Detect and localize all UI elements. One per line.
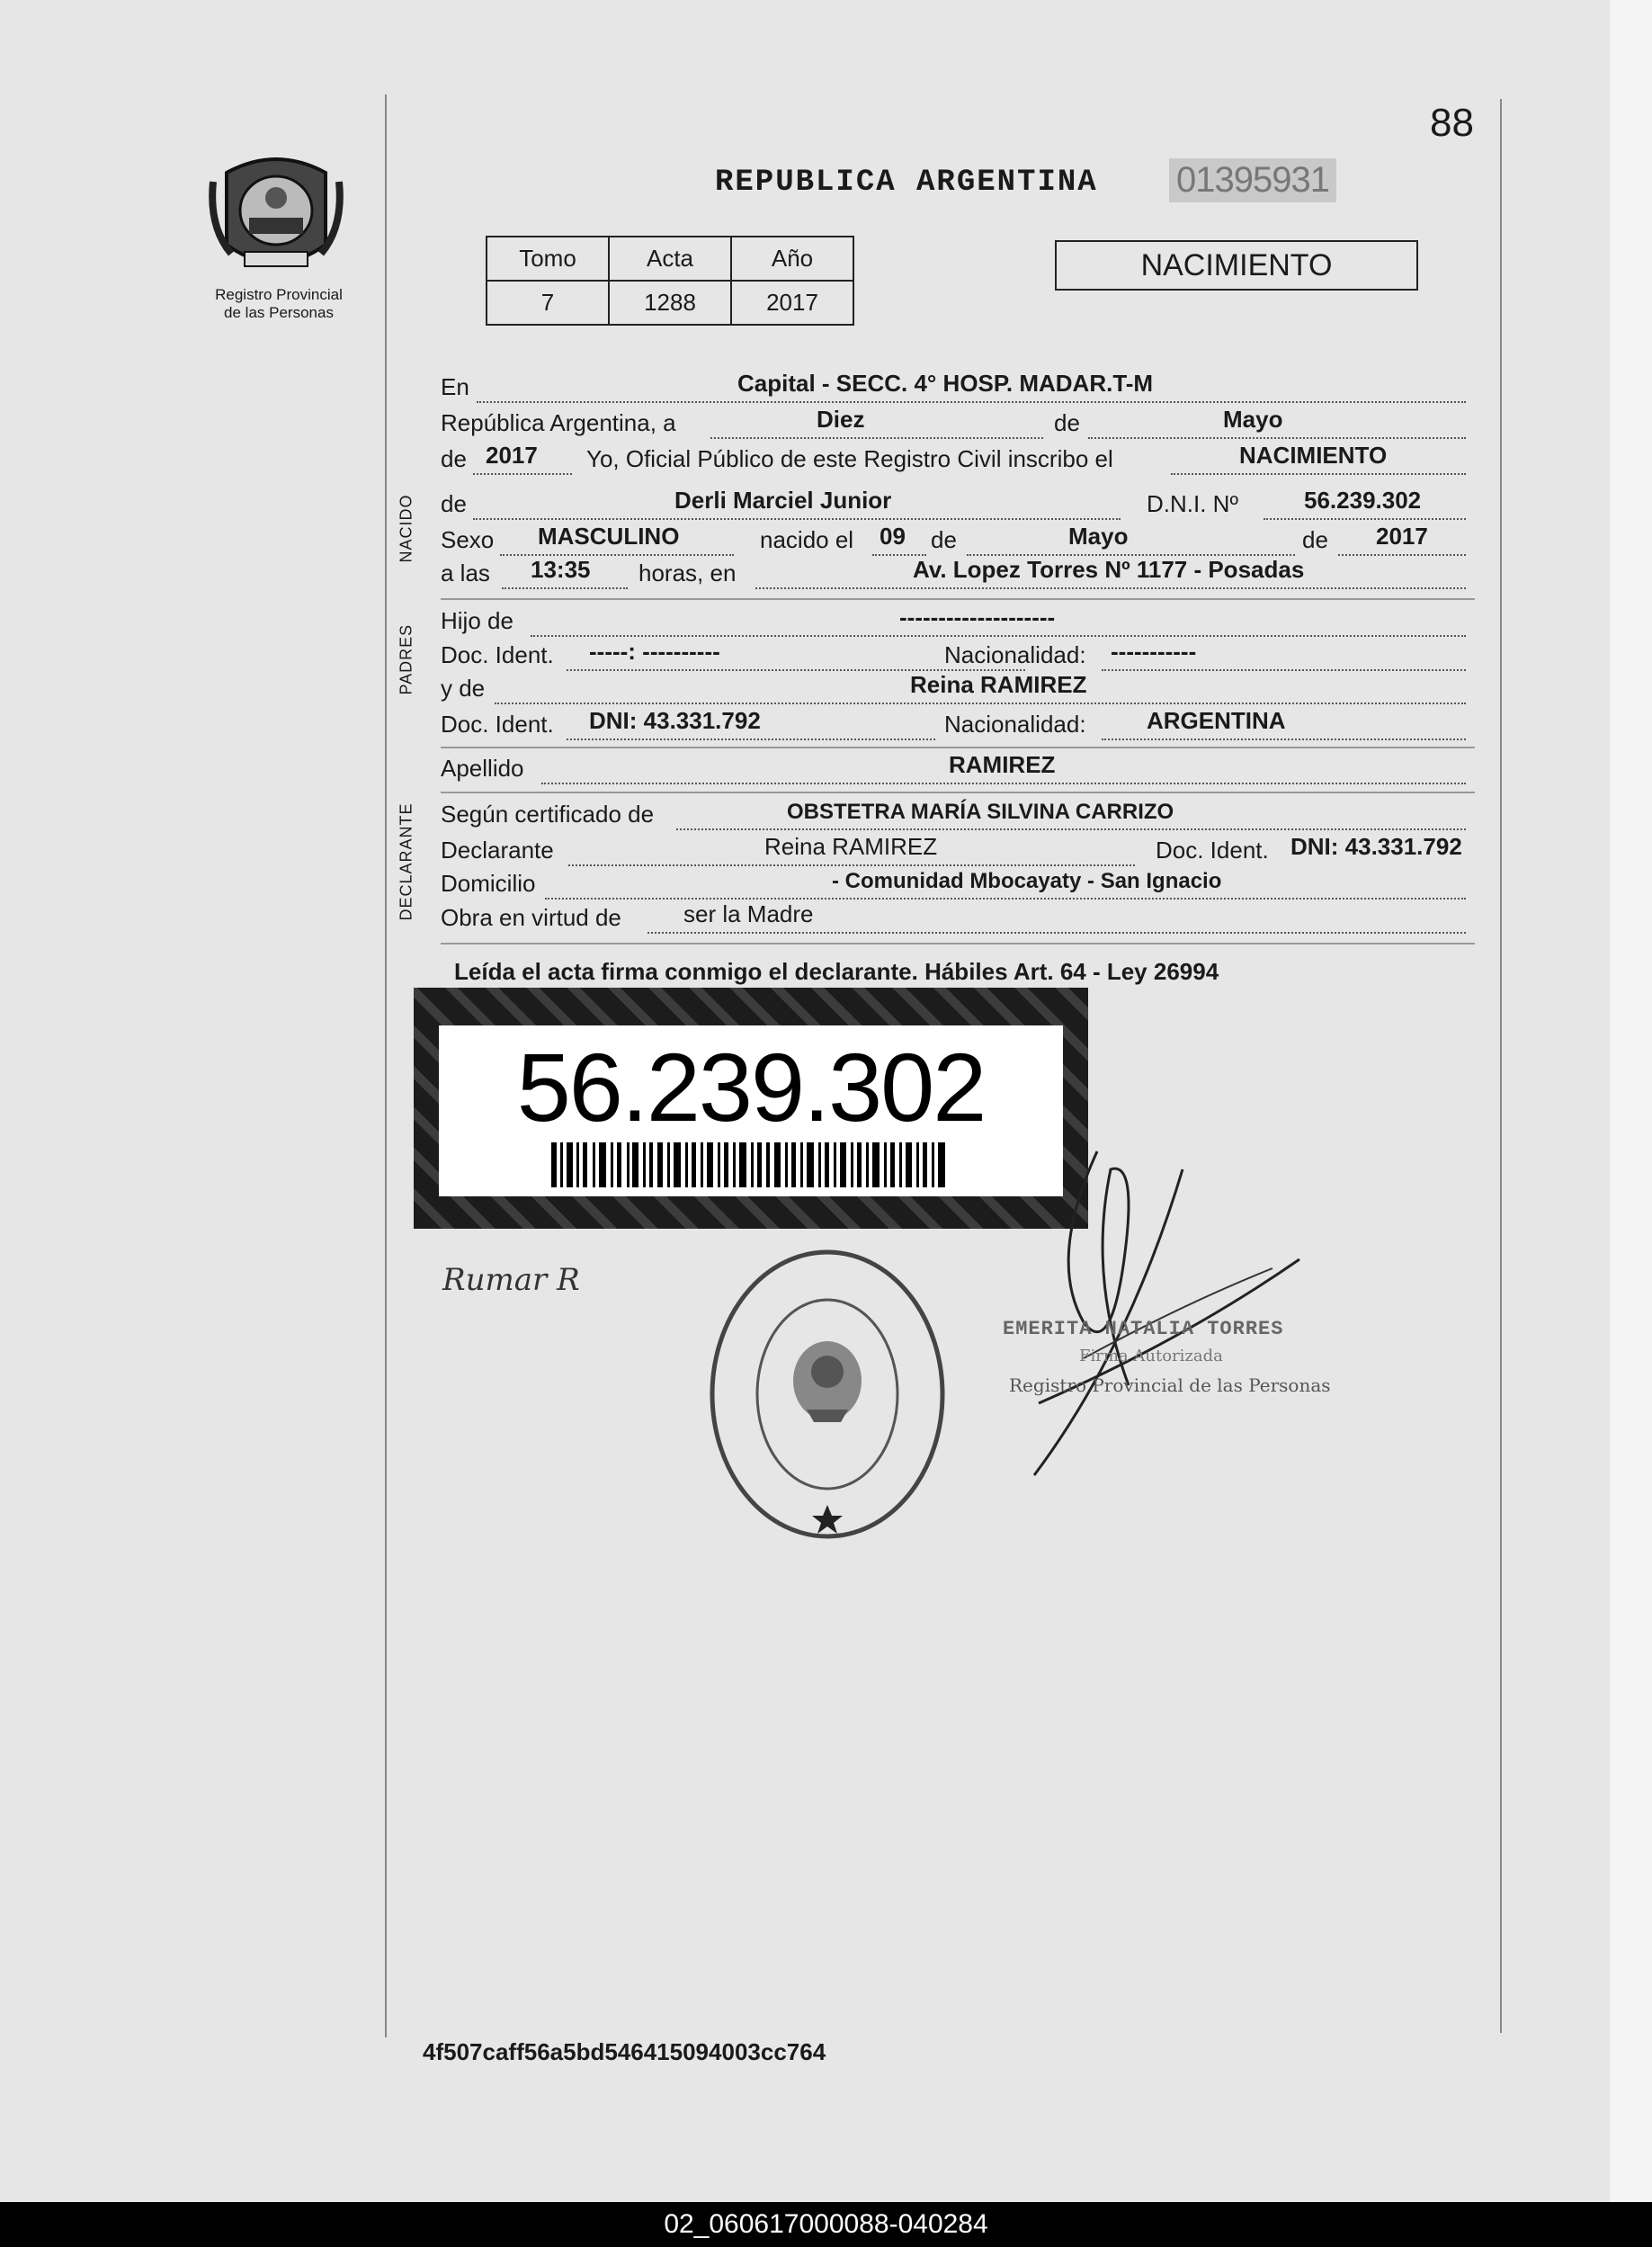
row-born-time-place: a las 13:35 horas, en Av. Lopez Torres Nº 1177 - Posadas: [441, 555, 1475, 591]
official-organization: Registro Provincial de las Personas: [1009, 1374, 1331, 1396]
section-divider: [441, 747, 1475, 748]
document-type-box: NACIMIENTO: [1055, 240, 1418, 291]
page-edge: [1610, 0, 1652, 2202]
declarant-doc: DNI: 43.331.792: [1290, 833, 1462, 860]
official-role: Firma Autorizada: [1079, 1347, 1223, 1365]
right-margin-line: [1500, 99, 1502, 2033]
child-sex: MASCULINO: [538, 523, 680, 550]
surname-value: RAMIREZ: [949, 751, 1056, 778]
register-table: [486, 236, 854, 326]
left-margin-line: [385, 94, 387, 2037]
row-declarant: Declarante Reina RAMIREZ Doc. Ident. DNI: 43.331.792: [441, 832, 1475, 868]
mother-doc: DNI: 43.331.792: [589, 707, 761, 734]
barcode-icon: [551, 1142, 951, 1187]
declarant-address: - Comunidad Mbocayaty - San Ignacio: [832, 869, 1222, 893]
value-acta: 1288: [609, 281, 731, 325]
mother-name: Reina RAMIREZ: [910, 671, 1087, 698]
official-stamp: [706, 1246, 949, 1543]
father-name: --------------------: [899, 604, 1056, 631]
row-year-event: de 2017 Yo, Oficial Público de este Registro Civil inscribo el NACIMIENTO: [441, 441, 1475, 477]
child-dni: 56.239.302: [1304, 487, 1422, 514]
row-mother-doc: Doc. Ident. DNI: 43.331.792 Nacionalidad: ARGENTINA: [441, 706, 1475, 742]
row-born-name: de Derli Marciel Junior D.N.I. Nº 56.239.302: [441, 486, 1475, 522]
section-label-parents: PADRES: [397, 623, 415, 695]
registry-logo: [209, 146, 344, 281]
event-value: NACIMIENTO: [1239, 442, 1388, 469]
handwritten-note: Rumar R: [442, 1262, 580, 1298]
birth-time: 13:35: [531, 556, 591, 583]
month-value: Mayo: [1223, 406, 1283, 433]
header-acta: Acta: [609, 237, 731, 281]
row-date: República Argentina, a Diez de Mayo: [441, 405, 1475, 441]
child-name: Derli Marciel Junior: [674, 487, 892, 514]
header-ano: Año: [731, 237, 853, 281]
row-father: Hijo de --------------------: [441, 603, 1475, 639]
section-label-declarant: DECLARANTE: [397, 802, 415, 921]
official-name: EMERITA NATALIA TORRES: [1003, 1318, 1284, 1340]
section-divider: [441, 598, 1475, 600]
certificate-by: OBSTETRA MARÍA SILVINA CARRIZO: [787, 800, 1174, 824]
footer-code: 02_060617000088-040284: [0, 2202, 1652, 2247]
father-doc: -----: ----------: [589, 638, 720, 665]
section-divider: [441, 943, 1475, 944]
id-label-sticker: [414, 988, 1088, 1229]
country-title: REPUBLICA ARGENTINA: [715, 166, 1098, 200]
day-value: Diez: [817, 406, 865, 433]
legal-text: Leída el acta firma conmigo el declarante. Hábiles Art. 64 - Ley 26994: [454, 958, 1219, 985]
register-value-row: [487, 281, 853, 325]
mother-nationality: ARGENTINA: [1147, 707, 1286, 734]
row-certificate: Según certificado de OBSTETRA MARÍA SILVINA CARRIZO: [441, 796, 1475, 832]
row-born-sex-date: Sexo MASCULINO nacido el 09 de Mayo de 2017: [441, 522, 1475, 558]
row-mother: y de Reina RAMIREZ: [441, 670, 1475, 706]
form-serial-number: 01395931: [1169, 158, 1336, 202]
id-label-number: 56.239.302: [516, 1033, 986, 1141]
year-value: 2017: [486, 442, 538, 469]
birth-day: 09: [880, 523, 906, 550]
row-father-doc: Doc. Ident. -----: ---------- Nacionalidad: -----------: [441, 637, 1475, 673]
section-divider: [441, 792, 1475, 793]
place-value: Capital - SECC. 4° HOSP. MADAR.T-M: [737, 370, 1154, 397]
document-hash: 4f507caff56a5bd546415094003cc764: [423, 2038, 826, 2065]
birth-place: Av. Lopez Torres Nº 1177 - Posadas: [913, 556, 1305, 583]
declarant-reason: ser la Madre: [683, 900, 814, 927]
row-reason: Obra en virtud de ser la Madre: [441, 900, 1475, 936]
section-label-born: NACIDO: [397, 494, 415, 563]
father-nationality: -----------: [1111, 638, 1197, 665]
declarant-name: Reina RAMIREZ: [764, 833, 938, 860]
value-ano: 2017: [731, 281, 853, 325]
register-header-row: [487, 237, 853, 281]
page-number: 88: [1430, 101, 1474, 145]
value-tomo: 7: [487, 281, 609, 325]
row-address: Domicilio - Comunidad Mbocayaty - San Ignacio: [441, 865, 1475, 901]
birth-year: 2017: [1376, 523, 1428, 550]
row-place: En Capital - SECC. 4° HOSP. MADAR.T-M: [441, 369, 1475, 405]
birth-month: Mayo: [1068, 523, 1129, 550]
row-surname: Apellido RAMIREZ: [441, 750, 1475, 786]
registry-caption: Registro Provincial de las Personas: [215, 286, 343, 321]
header-tomo: Tomo: [487, 237, 609, 281]
